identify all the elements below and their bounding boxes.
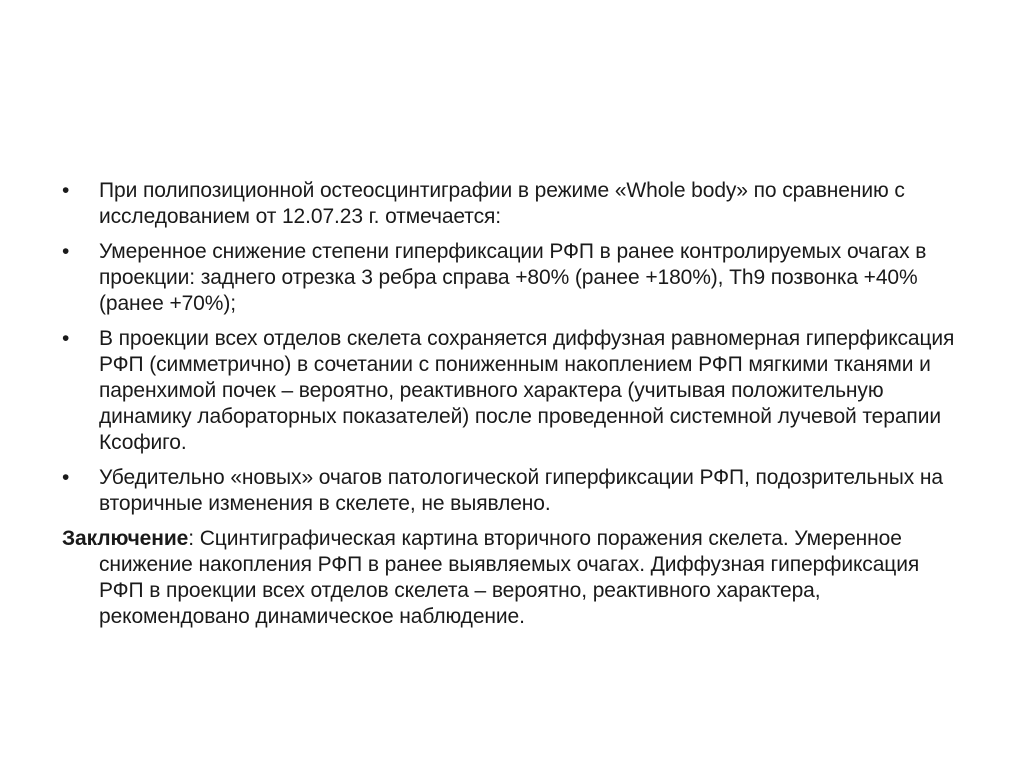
bullet-text-2: Умеренное снижение степени гиперфиксации РФП в ранее контролируемых очагах в проекции: заднего отрезка 3 ребра справа +80% (ранее +180%), Th9 позвонка +40% (ранее +70%);	[99, 240, 927, 315]
bullet-item-1	[62, 178, 962, 230]
conclusion-separator: :	[188, 527, 194, 550]
bullet-item-2	[62, 239, 962, 317]
bullet-icon: •	[62, 466, 70, 489]
slide-content	[62, 178, 962, 630]
bullet-item-4	[62, 465, 962, 517]
bullet-icon: •	[62, 179, 70, 202]
conclusion-paragraph	[62, 526, 962, 630]
conclusion-text: Сцинтиграфическая картина вторичного поражения скелета. Умеренное снижение накопления РФП в ранее выявляемых очагах. Диффузная гиперфиксация РФП в проекции всех отделов скелета – вероятно, реактивного характера, рекомендовано динамическое наблюдение.	[99, 527, 920, 628]
bullet-icon: •	[62, 240, 70, 263]
bullet-text-1: При полипозиционной остеосцинтиграфии в режиме «Whole body» по сравнению с исследованием от 12.07.23 г. отмечается:	[99, 179, 905, 228]
bullet-item-3	[62, 326, 962, 456]
bullet-list	[62, 178, 962, 517]
bullet-icon: •	[62, 327, 70, 350]
bullet-text-3: В проекции всех отделов скелета сохраняется диффузная равномерная гиперфиксация РФП (симметрично) в сочетании с пониженным накоплением РФП мягкими тканями и паренхимой почек – вероятно, реактивного характера (учитывая положительную динамику лабораторных показателей) после проведенной системной лучевой терапии Ксофиго.	[99, 327, 955, 454]
conclusion-label: Заключение	[62, 527, 189, 550]
bullet-text-4: Убедительно «новых» очагов патологической гиперфиксации РФП, подозрительных на вторичные изменения в скелете, не выявлено.	[99, 466, 943, 515]
